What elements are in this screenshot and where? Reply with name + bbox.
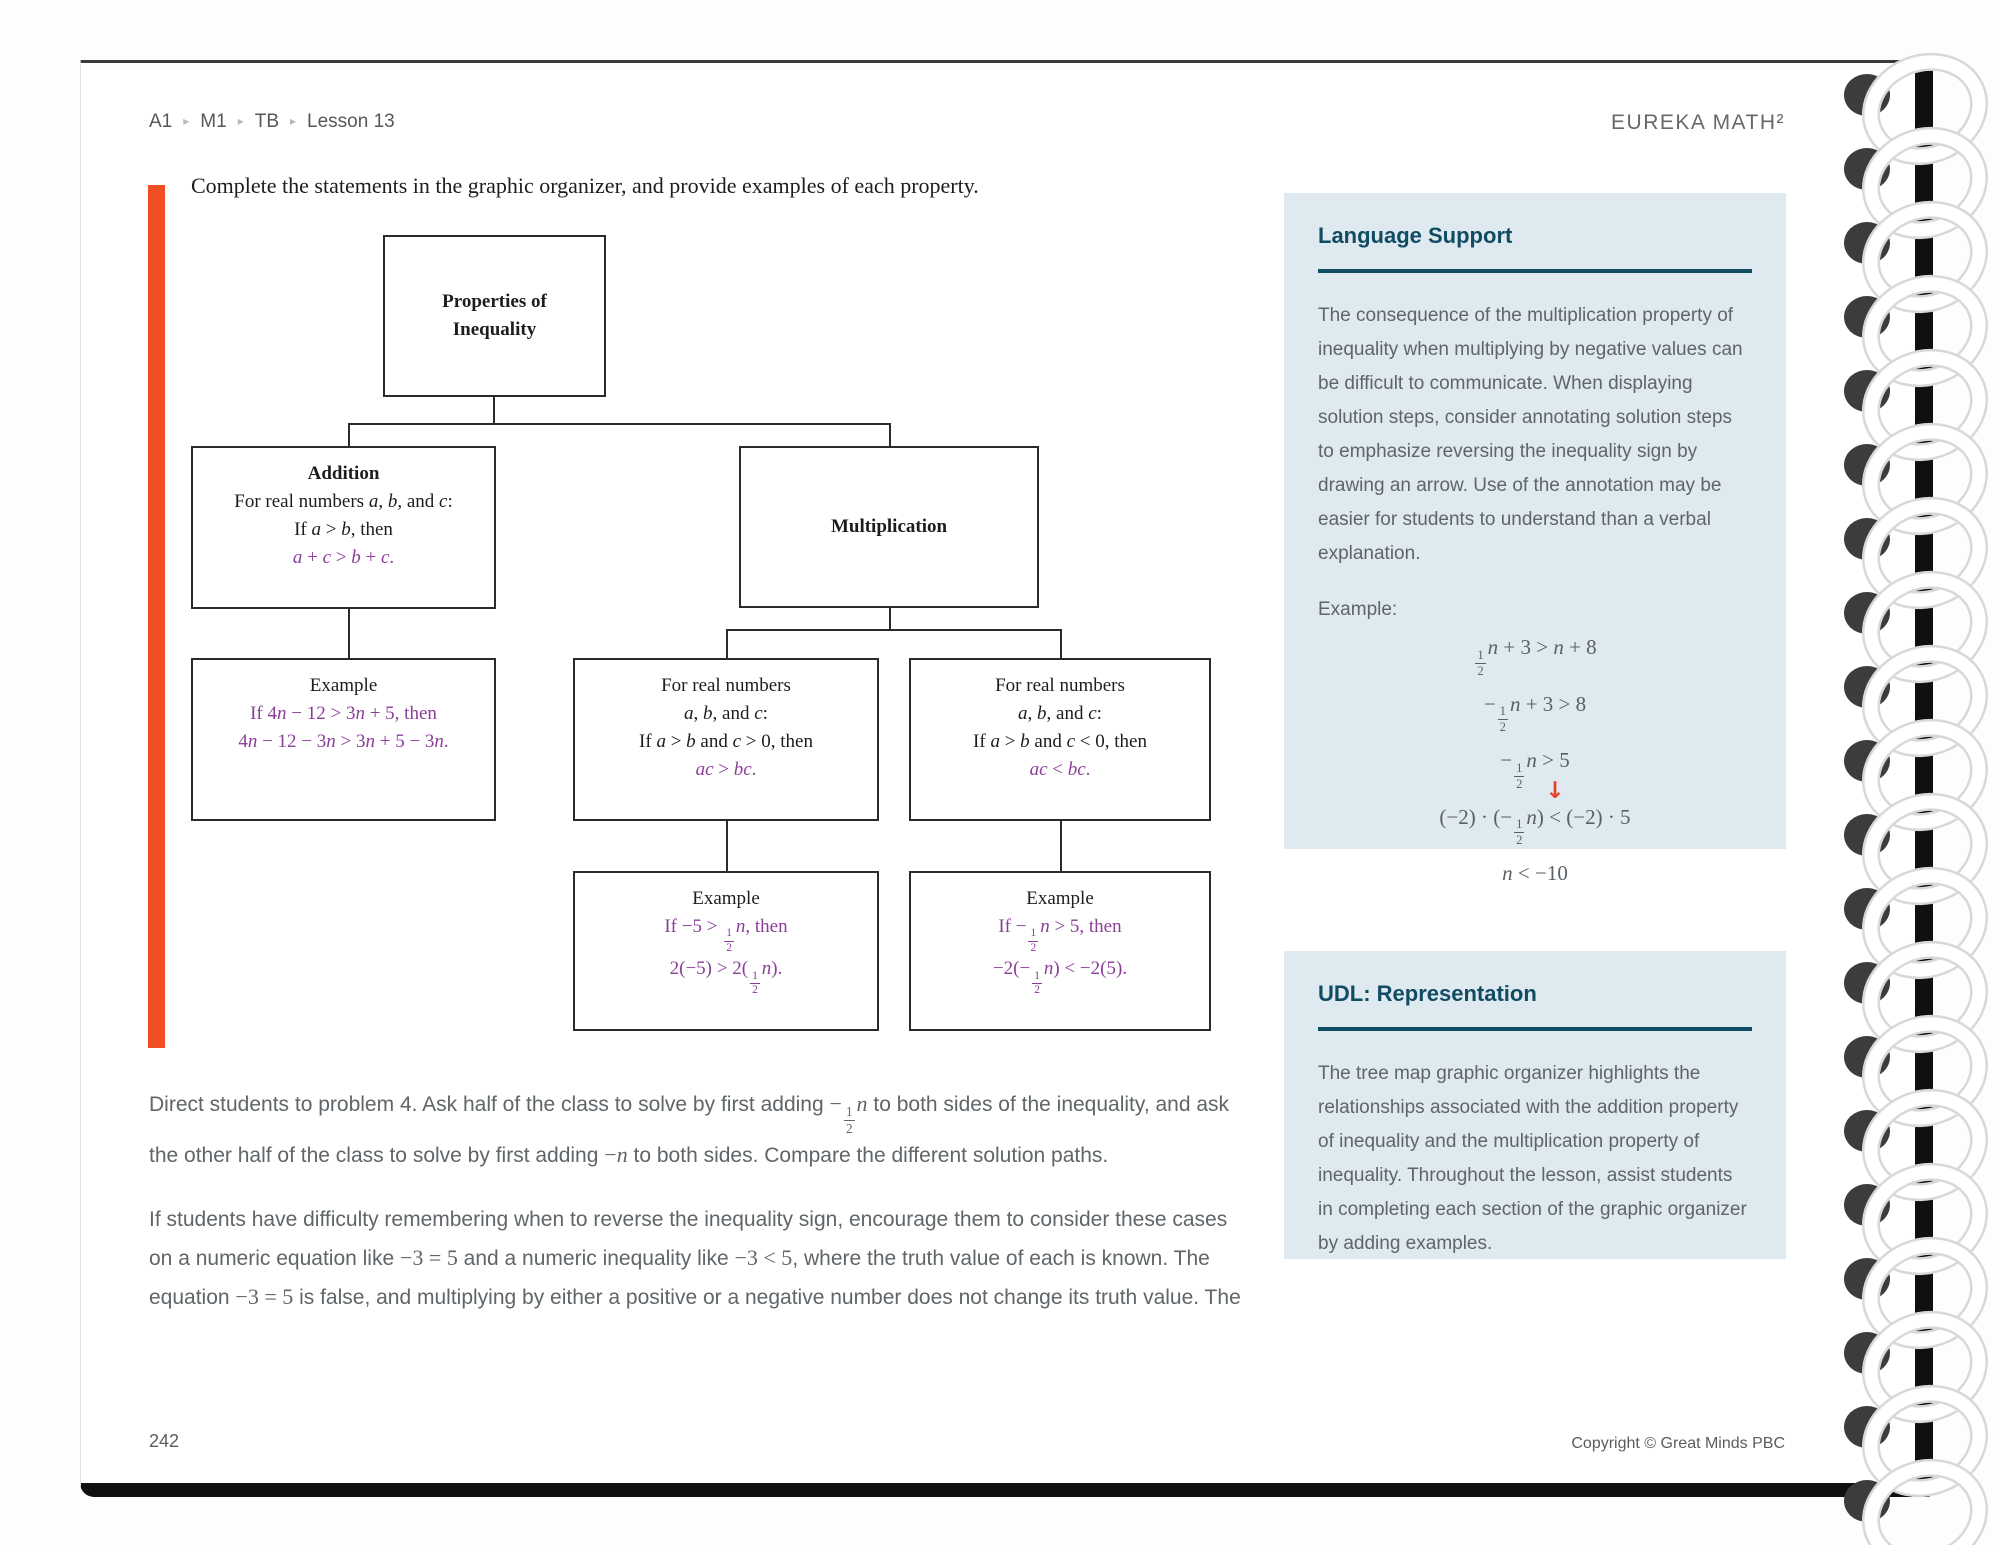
tree-diagram: [191, 235, 1326, 1040]
page-sheet: [80, 60, 1933, 1497]
accent-bar: [148, 185, 165, 1048]
connector-line: [889, 423, 891, 446]
red-arrow-icon: ↓: [1545, 777, 1565, 804]
node-properties-of-inequality: Properties of Inequality: [383, 235, 606, 397]
copyright-notice: Copyright © Great Minds PBC: [1571, 1435, 1785, 1452]
node-addition: Addition For real numbers a, b, and c: If a > b, then a + c > b + c.: [191, 446, 496, 609]
breadcrumb-item: A1: [149, 111, 173, 132]
connector-line: [1060, 821, 1062, 871]
teacher-notes: [149, 1085, 1241, 1343]
panel-rule: [1318, 269, 1752, 273]
breadcrumb: [149, 111, 395, 133]
connector-line: [1060, 629, 1062, 658]
panel-body: The consequence of the multiplication property of inequality when multiplying by negative values can be difficult to communicate. When displaying solution steps, consider annotating solution steps to emphasize reversing the inequality sign by drawing an arrow. Use of the annotation may be easier for students to understand than a verbal explanation.: [1318, 305, 1743, 564]
node-addition-example: Example If 4n − 12 > 3n + 5, then 4n − 12 − 3n > 3n + 5 − 3n.: [191, 658, 496, 821]
prompt-text: Complete the statements in the graphic organizer, and provide examples of each property.: [191, 173, 979, 198]
node-mult-negative-example: Example If − $\frac{1}{2}$ n > 5, then −2(− $\frac{1}{2}$ n) < −2(5).: [909, 871, 1211, 1031]
panel-body: The tree map graphic organizer highlights the relationships associated with the addition property of inequality and the multiplication property of inequality. Throughout the lesson, assist students in completing each section of the graphic organizer by adding examples.: [1318, 1063, 1747, 1254]
connector-line: [348, 423, 350, 446]
connector-line: [726, 821, 728, 871]
connector-line: [348, 423, 891, 425]
brand-logo: EUREKA MATH²: [1611, 111, 1785, 134]
body-paragraph: Direct students to problem 4. Ask half of the class to solve by first adding − $\frac{1}{2}$ n to both sides of the inequality, and ask the other half of the class to solve by first adding −n to both sides. Compare the different solution paths.: [149, 1091, 1230, 1168]
breadcrumb-item: Lesson 13: [307, 111, 395, 132]
node-mult-positive-example: Example If −5 > $\frac{1}{2}$ n, then 2(−5) > 2( $\frac{1}{2}$ n).: [573, 871, 879, 1031]
connector-line: [726, 629, 728, 658]
annotated-solution-steps: $\frac{1}{2}$ n + 3 > n + 8 − $\frac{1}{2}$ n + 3 > 8 − $\frac{1}{2}$ n > 5 (−2) · (− $\frac{1}{2}$ n) ↓ < (−2) · 5 n < −10: [1439, 635, 1631, 885]
example-label: Example:: [1318, 599, 1398, 620]
node-mult-positive-case: For real numbers a, b, and c: If a > b and c > 0, then ac > bc.: [573, 658, 879, 821]
spiral-binding: [1790, 0, 2000, 1545]
udl-representation-panel: [1284, 951, 1786, 1259]
panel-rule: [1318, 1027, 1752, 1031]
breadcrumb-item: M1: [200, 111, 227, 132]
panel-title: UDL: Representation: [1318, 981, 1537, 1006]
breadcrumb-separator-icon: ▸: [237, 114, 244, 128]
connector-line: [493, 397, 495, 424]
connector-line: [889, 608, 891, 631]
node-multiplication: Multiplication: [739, 446, 1039, 608]
breadcrumb-separator-icon: ▸: [290, 114, 297, 128]
connector-line: [726, 629, 1062, 631]
panel-title: Language Support: [1318, 223, 1513, 248]
node-mult-negative-case: For real numbers a, b, and c: If a > b and c < 0, then ac < bc.: [909, 658, 1211, 821]
language-support-panel: [1284, 193, 1786, 885]
breadcrumb-separator-icon: ▸: [183, 114, 190, 128]
page-number: 242: [149, 1431, 180, 1451]
connector-line: [348, 609, 350, 658]
breadcrumb-item: TB: [254, 111, 279, 132]
body-paragraph: If students have difficulty remembering when to reverse the inequality sign, encourage them to consider these cases on a numeric equation like −3 = 5 and a numeric inequality like −3 < 5, where the truth value of each is known. The equation −3 = 5 is false, and multiplying by either a positive or a negative number does not change its truth value. The: [149, 1208, 1241, 1310]
